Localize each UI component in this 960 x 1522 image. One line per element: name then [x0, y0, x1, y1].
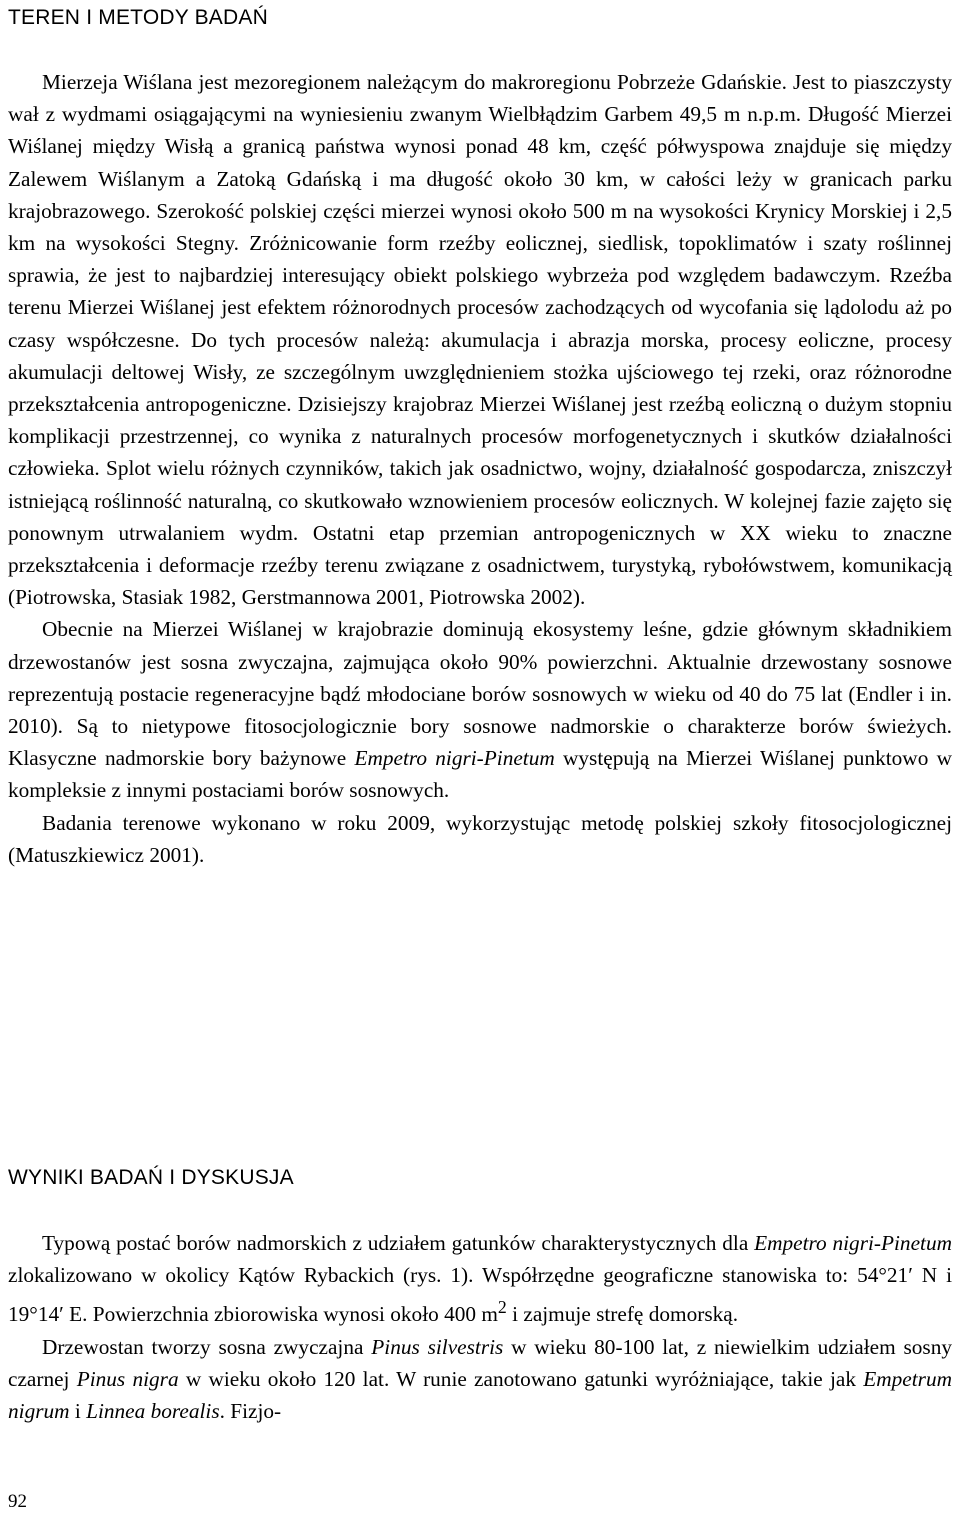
text-run: w wieku 80-100 lat, z niewielkim udziałem sosny czarnej: [8, 1334, 952, 1391]
section-body-methods: [8, 66, 952, 871]
text-run: i: [69, 1399, 87, 1424]
text-run: Drzewostan tworzy sosna zwyczajna: [42, 1334, 372, 1359]
superscript-text: 2: [497, 1297, 507, 1318]
text-run: Typową postać borów nadmorskich z udziałem gatunków charakterystycznych dla: [42, 1231, 755, 1255]
italic-text: Empetro nigri-Pinetum: [754, 1231, 952, 1255]
paragraph: [8, 1227, 952, 1331]
italic-text: Linnea borealis: [86, 1399, 220, 1424]
italic-text: Pinus nigra: [76, 1366, 179, 1391]
text-run: występują na Mierzei Wiślanej punktowo w kompleksie z innymi postaciami borów sosnowych.: [8, 746, 952, 803]
paragraph: [8, 1331, 952, 1428]
text-run: Badania terenowe wykonano w roku 2009, wykorzystując metodę polskiej szkoły fitosocjologicznej (Matuszkiewicz 2001).: [8, 810, 952, 867]
text-run: i zajmuje strefę domorską.: [506, 1302, 739, 1327]
text-run: Obecnie na Mierzei Wiślanej w krajobrazie dominują ekosystemy leśne, gdzie głównym składnikiem drzewostanów jest sosna zwyczajna, zajmująca około 90% powierzchni. Aktualnie drzewostany sosnowe reprezentują postacie regeneracyjne bądź młodociane borów sosnowych w wieku od 40 do 75 lat (Endler i in. 2010). Są to nietypowe fitosocjologicznie bory sosnowe nadmorskie o charakterze borów świeżych. Klasyczne nadmorskie bory bażynowe: [8, 617, 952, 771]
text-run: Mierzeja Wiślana jest mezoregionem należącym do makroregionu Pobrzeże Gdańskie. Jest to piaszczysty wał z wydmami osiągającymi na wyniesieniu zwanym Wielbłądzim Garbem 49,5 m n.p.m. Długość Mierzei Wiślanej między Wisłą a granicą państwa wynosi ponad 48 km, część półwyspowa znajduje się między Zalewem Wiślanym a Zatoką Gdańską i ma długość około 30 km, w całości leży w granicach parku krajobrazowego. Szerokość polskiej części mierzei wynosi około 500 m na wysokości Krynicy Morskiej i 2,5 km na wysokości Stegny. Zróżnicowanie form rzeźby eolicznej, siedlisk, topoklimatów i szaty roślinnej sprawia, że jest to najbardziej interesujący obiekt polskiego wybrzeża pod względem badawczym. Rzeźba terenu Mierzei Wiślanej jest efektem różnorodnych procesów zachodzących od wycofania się lądolodu aż po czasy współczesne. Do tych procesów należą: akumulacja i abrazja morska, procesy eoliczne, procesy akumulacji deltowej Wisły, ze szczególnym uwzględnieniem stożka ujściowego tej rzeki, oraz różnorodne przekształcenia antropogeniczne. Dzisiejszy krajobraz Mierzei Wiślanej jest rzeźbą eoliczną o dużym stopniu komplikacji przestrzennej, co wynika z naturalnych procesów morfogenetycznych i skutków działalności człowieka. Splot wielu różnych czynników, takich jak osadnictwo, wojny, działalność gospodarcza, zniszczył istniejącą roślinność naturalną, co skutkowało wznowieniem procesów eolicznych. W kolejnej fazie zajęto się ponownym utrwalaniem wydm. Ostatni etap przemian antropogenicznych w XX wieku to znaczne przekształcenia i deformacje rzeźby terenu związane z osadnictwem, turystyką, rybołówstwem, komunikacją (Piotrowska, Stasiak 1982, Gerstmannowa 2001, Piotrowska 2002).: [8, 70, 952, 610]
paragraph: [8, 66, 952, 613]
section-body-results: [8, 1227, 952, 1427]
text-run: . Fizjo-: [219, 1399, 282, 1424]
text-run: zlokalizowano w okolicy Kątów Rybackich (rys. 1). Współrzędne geograficzne stanowiska to: 54°21′ N i 19°14′ E. Powierzchnia zbiorowiska wynosi około 400 m: [8, 1263, 952, 1327]
italic-text: Empetro nigri-Pinetum: [354, 746, 555, 771]
text-run: w wieku około 120 lat. W runie zanotowano gatunki wyróżniające, takie jak: [178, 1366, 864, 1391]
paragraph: [8, 807, 952, 871]
paragraph: [8, 613, 952, 806]
italic-text: Pinus silvestris: [371, 1334, 504, 1359]
section-heading-results: WYNIKI BADAŃ I DYSKUSJA: [8, 1166, 294, 1189]
italic-text: Empetrum nigrum: [8, 1366, 952, 1424]
section-heading-methods: TEREN I METODY BADAŃ: [8, 6, 268, 29]
page-number: 92: [8, 1491, 27, 1512]
